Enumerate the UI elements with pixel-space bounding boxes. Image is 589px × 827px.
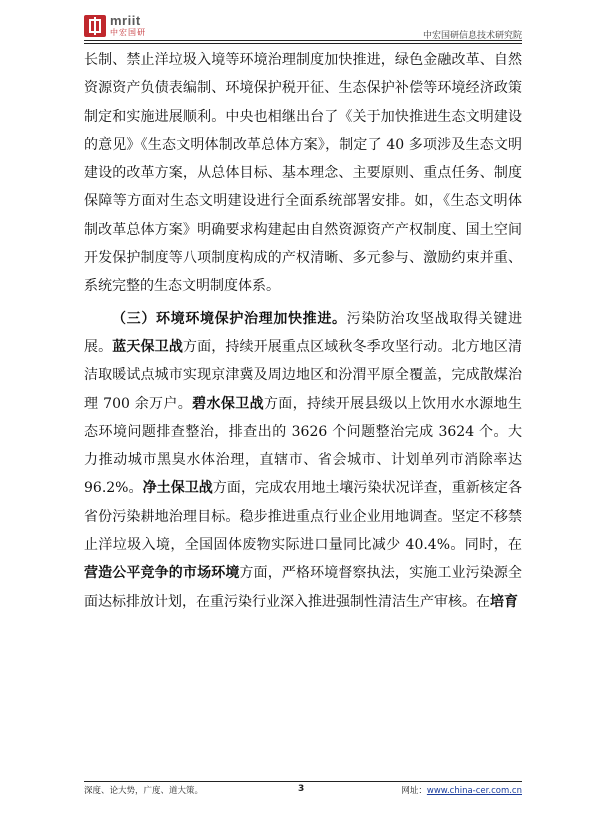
footer-slogan: 深度、论大势，广度、道大策。 (84, 786, 204, 796)
header-rule (84, 40, 522, 41)
logo (84, 14, 146, 37)
logo-cn: 中宏国研 (110, 28, 146, 37)
text-run: 方面，持续开展重点区域秋冬季攻坚行动。北方地区清洁取暖试点城市实现京津冀及周边地区和汾渭平原全覆盖，完成散煤治理 700 余万户。 (84, 338, 523, 412)
keyword-fair-market: 营造公平竞争的市场环境 (84, 565, 240, 582)
footer-website-label: 网址： (401, 786, 427, 796)
paragraph-2 (84, 305, 522, 616)
keyword-clear-water: 碧水保卫战 (192, 395, 264, 412)
page-number: 3 (298, 784, 305, 794)
text-run: 方面，严格环境督察执法，实施工业污染源全面达标排放计划，在重污染行业深入推进强制性清洁生产审核。在 (84, 565, 523, 610)
footer-url-link[interactable]: www.china-cer.com.cn (426, 786, 522, 796)
text-run: 方面，持续开展县级以上饮用水水源地生态环境问题排查整治，排查出的 3626 个问题整治完成 3624 个。大力推动城市黑臭水体治理，直辖市、省会城市、计划单列市消除率达 96.2%。 (84, 395, 523, 497)
logo-mark-icon (84, 15, 106, 37)
paragraph-1: 长制、禁止洋垃圾入境等环境治理制度加快推进，绿色金融改革、自然资源资产负债表编制、环境保护税开征、生态保护补偿等环境经济政策制定和实施进展顺利。中央也相继出台了《关于加快推进生态文明建设的意见》《生态文明体制改革总体方案》，制定了 40 多项涉及生态文明建设的改革方案，从总体目标、基本理念、主要原则、重点任务、制度保障等方面对生态文明建设进行全面系统部署安排。如，《生态文明体制改革总体方案》明确要求构建起由自然资源资产产权制度、国土空间开发保护制度等八项制度构成的产权清晰、多元参与、激励约束并重、系统完整的生态文明制度体系。 (84, 52, 522, 295)
section-heading: （三）环境环境保护治理加快推进。 (112, 310, 347, 327)
logo-text (110, 14, 146, 37)
keyword-cultivate: 培育 (490, 593, 518, 610)
footer-website (401, 784, 522, 796)
header-rule-thin (84, 43, 522, 44)
text-run: 方面，完成农用地土壤污染状况详查，重新核定各省份污染耕地治理目标。稳步推进重点行业企业用地调查。坚定不移禁止洋垃圾入境，全国固体废物实际进口量同比减少 40.4%。同时，在 (84, 480, 523, 554)
page-body (84, 46, 522, 616)
footer-rule (84, 781, 522, 782)
keyword-blue-sky: 蓝天保卫战 (112, 338, 183, 355)
logo-en: mriit (110, 13, 141, 28)
header-org: 中宏国研信息技术研究院 (422, 31, 522, 41)
text-run: 污染防治攻坚战取得关键进展。 (84, 310, 523, 355)
keyword-clean-soil: 净土保卫战 (142, 480, 213, 497)
